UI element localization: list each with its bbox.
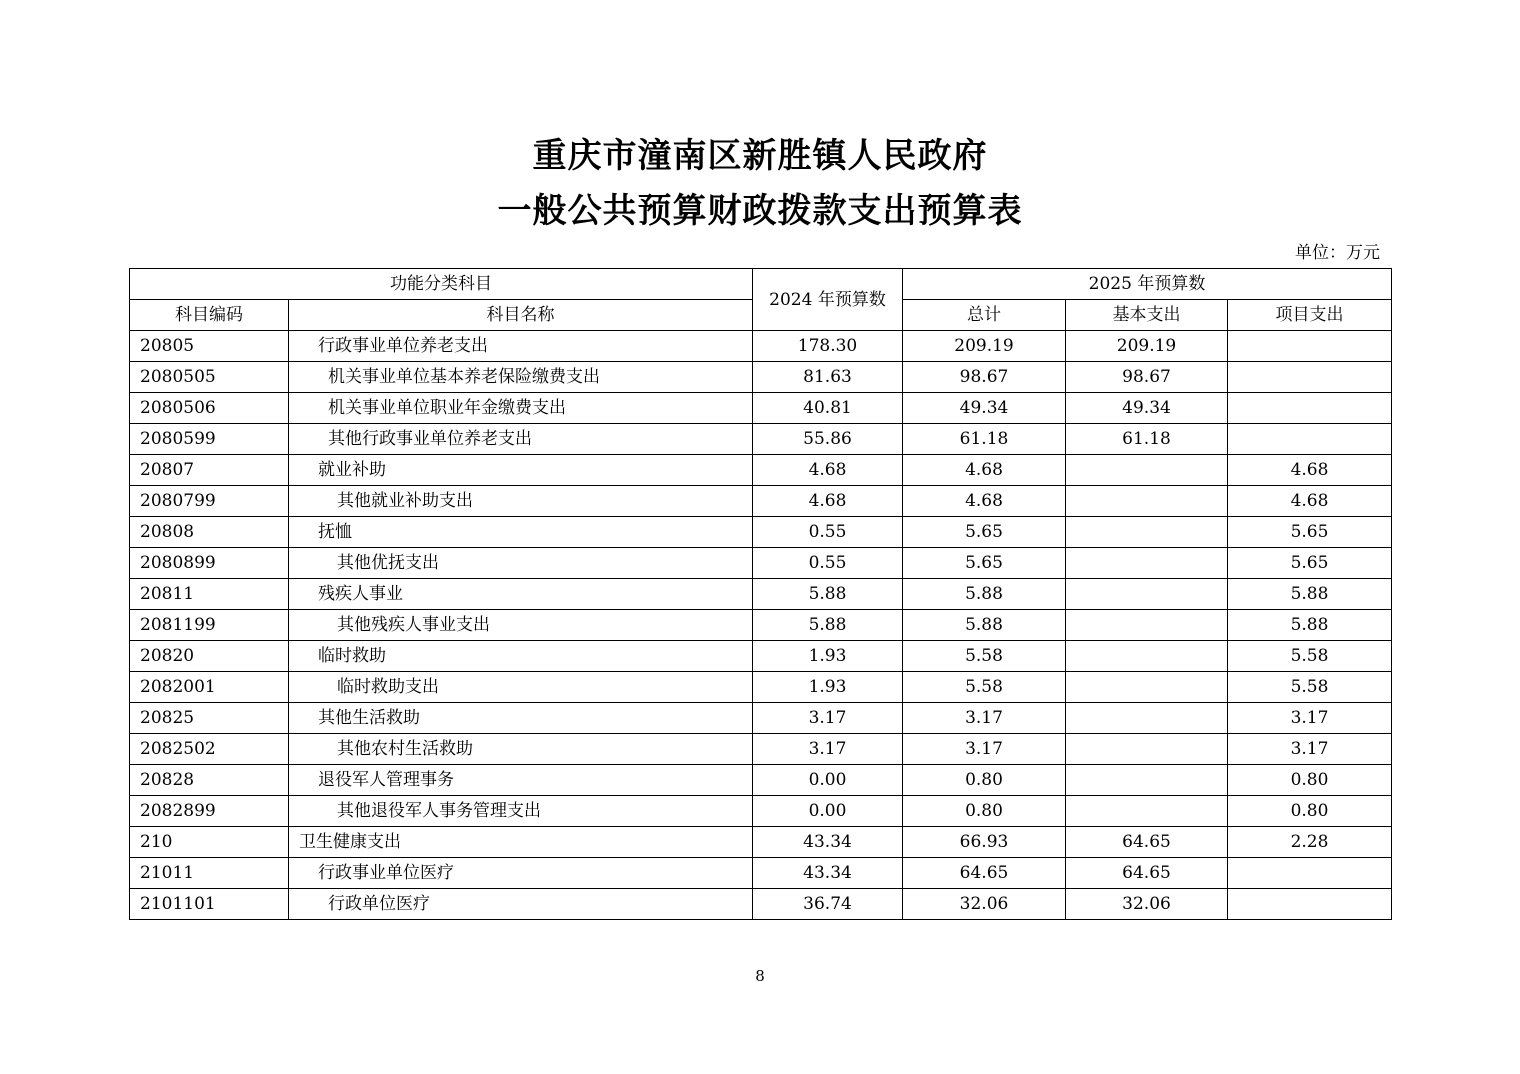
code-cell: 2080506: [130, 393, 289, 424]
total-cell: 49.34: [903, 393, 1066, 424]
project-cell: 3.17: [1228, 703, 1392, 734]
budget-2024-cell: 0.00: [753, 765, 903, 796]
basic-cell: [1066, 796, 1228, 827]
budget-2024-cell: 4.68: [753, 486, 903, 517]
total-cell: 5.65: [903, 517, 1066, 548]
total-cell: 3.17: [903, 703, 1066, 734]
table-row: [130, 858, 1392, 889]
budget-2024-cell: 3.17: [753, 734, 903, 765]
total-cell: 3.17: [903, 734, 1066, 765]
total-cell: 66.93: [903, 827, 1066, 858]
basic-cell: [1066, 548, 1228, 579]
table-row: [130, 548, 1392, 579]
table-row: [130, 393, 1392, 424]
basic-cell: 32.06: [1066, 889, 1228, 920]
budget-2024-cell: 40.81: [753, 393, 903, 424]
basic-cell: 61.18: [1066, 424, 1228, 455]
total-cell: 5.88: [903, 610, 1066, 641]
total-cell: 32.06: [903, 889, 1066, 920]
name-cell: 其他优抚支出: [289, 548, 753, 579]
basic-cell: 98.67: [1066, 362, 1228, 393]
table-row: [130, 703, 1392, 734]
code-cell: 2080505: [130, 362, 289, 393]
basic-cell: [1066, 610, 1228, 641]
budget-2024-cell: 36.74: [753, 889, 903, 920]
table-row: [130, 672, 1392, 703]
table-row: [130, 796, 1392, 827]
name-cell: 其他生活救助: [289, 703, 753, 734]
budget-2024-cell: 178.30: [753, 331, 903, 362]
table-row: [130, 610, 1392, 641]
basic-cell: [1066, 734, 1228, 765]
basic-cell: [1066, 672, 1228, 703]
name-cell: 就业补助: [289, 455, 753, 486]
table-row: [130, 734, 1392, 765]
budget-2024-cell: 55.86: [753, 424, 903, 455]
basic-cell: 64.65: [1066, 827, 1228, 858]
basic-cell: 209.19: [1066, 331, 1228, 362]
project-cell: 4.68: [1228, 486, 1392, 517]
project-cell: 5.88: [1228, 579, 1392, 610]
total-cell: 64.65: [903, 858, 1066, 889]
total-cell: 0.80: [903, 796, 1066, 827]
project-cell: 5.65: [1228, 548, 1392, 579]
table-row: [130, 362, 1392, 393]
name-cell: 机关事业单位基本养老保险缴费支出: [289, 362, 753, 393]
budget-2024-cell: 1.93: [753, 641, 903, 672]
header-code: 科目编码: [130, 300, 289, 331]
basic-cell: [1066, 455, 1228, 486]
table-row: [130, 486, 1392, 517]
project-cell: 5.58: [1228, 672, 1392, 703]
unit-label: 单位：万元: [1295, 243, 1380, 263]
project-cell: 5.65: [1228, 517, 1392, 548]
budget-table: [129, 268, 1392, 920]
code-cell: 21011: [130, 858, 289, 889]
table-row: [130, 641, 1392, 672]
code-cell: 2082001: [130, 672, 289, 703]
name-cell: 其他残疾人事业支出: [289, 610, 753, 641]
code-cell: 20807: [130, 455, 289, 486]
name-cell: 行政事业单位养老支出: [289, 331, 753, 362]
table-body: [130, 331, 1392, 920]
header-func-category: 功能分类科目: [130, 269, 753, 300]
project-cell: [1228, 331, 1392, 362]
budget-2024-cell: 0.55: [753, 517, 903, 548]
budget-2024-cell: 1.93: [753, 672, 903, 703]
basic-cell: 64.65: [1066, 858, 1228, 889]
code-cell: 2081199: [130, 610, 289, 641]
project-cell: 2.28: [1228, 827, 1392, 858]
code-cell: 2080899: [130, 548, 289, 579]
name-cell: 其他就业补助支出: [289, 486, 753, 517]
page-number: 8: [755, 967, 765, 985]
total-cell: 5.58: [903, 672, 1066, 703]
basic-cell: [1066, 641, 1228, 672]
name-cell: 行政单位医疗: [289, 889, 753, 920]
project-cell: [1228, 858, 1392, 889]
project-cell: 0.80: [1228, 765, 1392, 796]
name-cell: 行政事业单位医疗: [289, 858, 753, 889]
table-row: [130, 579, 1392, 610]
budget-2024-cell: 43.34: [753, 858, 903, 889]
header-project: 项目支出: [1228, 300, 1392, 331]
name-cell: 抚恤: [289, 517, 753, 548]
header-2025-budget: 2025 年预算数: [903, 269, 1392, 300]
budget-2024-cell: 0.55: [753, 548, 903, 579]
basic-cell: [1066, 517, 1228, 548]
header-total: 总计: [903, 300, 1066, 331]
budget-2024-cell: 4.68: [753, 455, 903, 486]
table-row: [130, 517, 1392, 548]
budget-2024-cell: 81.63: [753, 362, 903, 393]
table-row: [130, 455, 1392, 486]
title-line-2: 一般公共预算财政拨款支出预算表: [497, 191, 1023, 231]
project-cell: 3.17: [1228, 734, 1392, 765]
name-cell: 其他农村生活救助: [289, 734, 753, 765]
basic-cell: [1066, 579, 1228, 610]
basic-cell: 49.34: [1066, 393, 1228, 424]
total-cell: 5.88: [903, 579, 1066, 610]
basic-cell: [1066, 486, 1228, 517]
code-cell: 20828: [130, 765, 289, 796]
project-cell: 4.68: [1228, 455, 1392, 486]
header-2024-budget: 2024 年预算数: [753, 269, 903, 331]
project-cell: [1228, 889, 1392, 920]
total-cell: 0.80: [903, 765, 1066, 796]
header-basic: 基本支出: [1066, 300, 1228, 331]
total-cell: 209.19: [903, 331, 1066, 362]
project-cell: 5.58: [1228, 641, 1392, 672]
code-cell: 20825: [130, 703, 289, 734]
code-cell: 2080599: [130, 424, 289, 455]
total-cell: 5.65: [903, 548, 1066, 579]
project-cell: [1228, 393, 1392, 424]
project-cell: [1228, 362, 1392, 393]
name-cell: 其他退役军人事务管理支出: [289, 796, 753, 827]
budget-2024-cell: 3.17: [753, 703, 903, 734]
project-cell: 0.80: [1228, 796, 1392, 827]
name-cell: 机关事业单位职业年金缴费支出: [289, 393, 753, 424]
total-cell: 5.58: [903, 641, 1066, 672]
code-cell: 2082899: [130, 796, 289, 827]
table-row: [130, 331, 1392, 362]
table-row: [130, 889, 1392, 920]
budget-2024-cell: 5.88: [753, 579, 903, 610]
table-row: [130, 424, 1392, 455]
budget-2024-cell: 5.88: [753, 610, 903, 641]
name-cell: 退役军人管理事务: [289, 765, 753, 796]
basic-cell: [1066, 765, 1228, 796]
budget-2024-cell: 0.00: [753, 796, 903, 827]
project-cell: [1228, 424, 1392, 455]
table-row: [130, 827, 1392, 858]
code-cell: 2101101: [130, 889, 289, 920]
name-cell: 临时救助: [289, 641, 753, 672]
code-cell: 210: [130, 827, 289, 858]
total-cell: 4.68: [903, 486, 1066, 517]
budget-2024-cell: 43.34: [753, 827, 903, 858]
code-cell: 20805: [130, 331, 289, 362]
name-cell: 残疾人事业: [289, 579, 753, 610]
code-cell: 20820: [130, 641, 289, 672]
code-cell: 2080799: [130, 486, 289, 517]
total-cell: 4.68: [903, 455, 1066, 486]
name-cell: 其他行政事业单位养老支出: [289, 424, 753, 455]
table-row: [130, 765, 1392, 796]
basic-cell: [1066, 703, 1228, 734]
total-cell: 61.18: [903, 424, 1066, 455]
total-cell: 98.67: [903, 362, 1066, 393]
name-cell: 临时救助支出: [289, 672, 753, 703]
code-cell: 2082502: [130, 734, 289, 765]
name-cell: 卫生健康支出: [289, 827, 753, 858]
title-line-1: 重庆市潼南区新胜镇人民政府: [532, 136, 988, 176]
code-cell: 20811: [130, 579, 289, 610]
code-cell: 20808: [130, 517, 289, 548]
project-cell: 5.88: [1228, 610, 1392, 641]
header-name: 科目名称: [289, 300, 753, 331]
